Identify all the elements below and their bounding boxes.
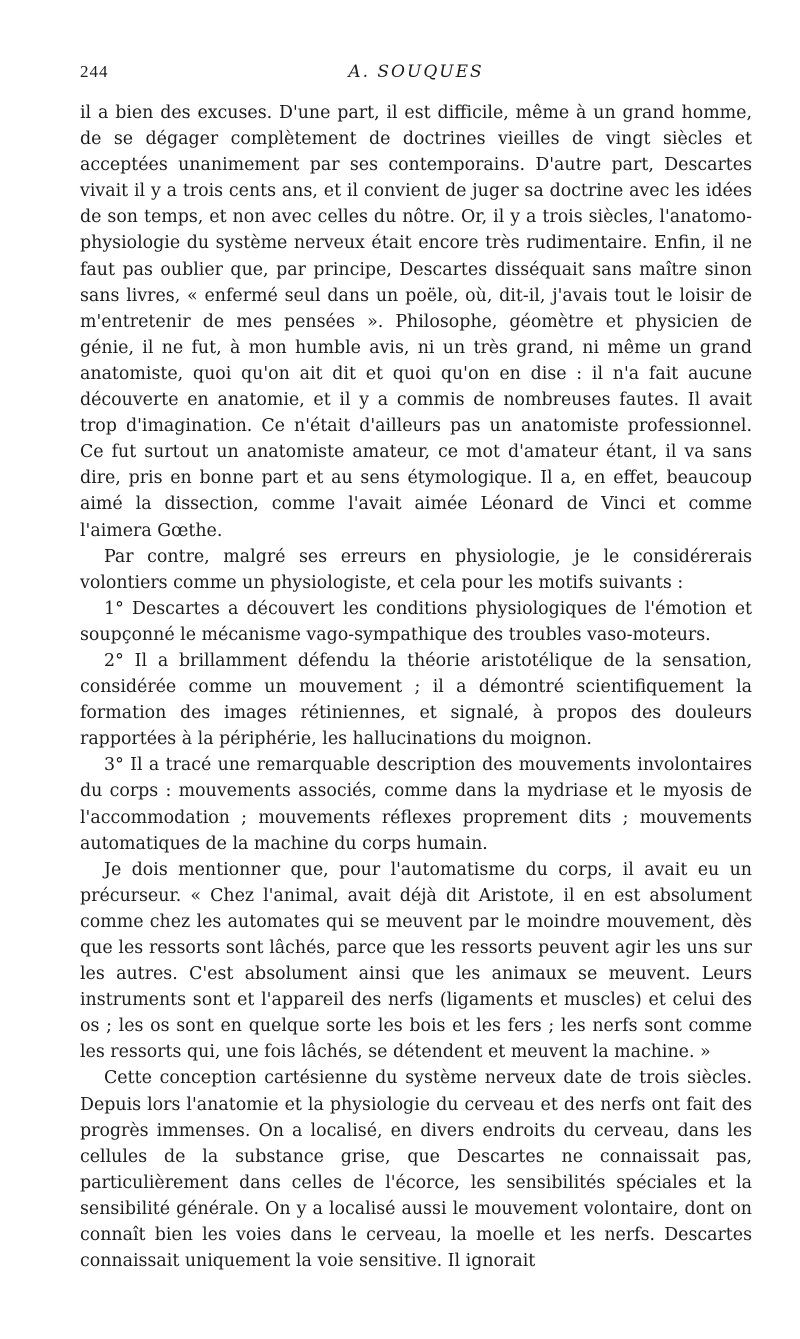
book-page <box>80 62 752 1274</box>
paragraph-cartesian-conception: Cette conception cartésienne du système nerveux date de trois siècles. Depuis lors l'anatomie et la physiologie du cerveau et des nerfs ont fait des progrès immenses. On a localisé, en divers endroits du cerveau, dans les cellules de la substance grise, que Descartes ne connaissait pas, particulièrement dans celles de l'écorce, les sensibilités spéciales et la sensibilité générale. On y a localisé aussi le mouvement volontaire, dont on connaît bien les voies dans le cerveau, la moelle et les nerfs. Descartes connaissait uniquement la voie sensitive. Il ignorait <box>80 1068 752 1272</box>
list-item-1: 1° Descartes a découvert les conditions physiologiques de l'émotion et soupçonné le mécanisme vago-sympathique des troubles vaso-moteurs. <box>80 598 752 645</box>
page-number: 244 <box>80 62 109 81</box>
paragraph-continuation: il a bien des excuses. D'une part, il est difficile, même à un grand homme, de se dégager complètement de doctrines vieilles de vingt siècles et acceptées unanimement par ses contemporains. D'autre part, Descartes vivait il y a trois cents ans, et il convient de juger sa doctrine avec les idées de son temps, et non avec celles du nôtre. Or, il y a trois siècles, l'anatomo-physiologie du système nerveux était encore très rudimentaire. Enfin, il ne faut pas oublier que, par principe, Descartes disséquait sans maître sinon sans livres, « enfermé seul dans un poële, où, dit-il, j'avais tout le loisir de m'entretenir de mes pensées ». Philosophe, géomètre et physicien de génie, il ne fut, à mon humble avis, ni un très grand, ni même un grand anatomiste, quoi qu'on ait dit et quoi qu'on en dise : il n'a fait aucune découverte en anatomie, et il y a commis de nombreuses fautes. Il avait trop d'imagination. Ce n'était d'ailleurs pas un anatomiste professionnel. Ce fut surtout un anatomiste amateur, ce mot d'amateur étant, il va sans dire, pris en bonne part et au sens étymologique. Il a, en effet, beaucoup aimé la dissection, comme l'avait aimée Léonard de Vinci et comme l'aimera Gœthe. <box>80 103 752 541</box>
body-text <box>80 100 752 1274</box>
list-item-3: 3° Il a tracé une remarquable description des mouvements involontaires du corps : mouvements associés, comme dans la mydriase et le myosis de l'accommodation ; mouvements réflexes proprement dits ; mouvements automatiques de la machine du corps humain. <box>80 755 752 854</box>
list-item-2: 2° Il a brillamment défendu la théorie aristotélique de la sensation, considérée comme un mouvement ; il a démontré scientifiquement la formation des images rétiniennes, et signalé, à propos des douleurs rapportées à la périphérie, les hallucinations du moignon. <box>80 650 752 750</box>
paragraph-par-contre: Par contre, malgré ses erreurs en physiologie, je le considérerais volontiers comme un physiologiste, et cela pour les motifs suivants : <box>80 546 752 593</box>
running-title: A. SOUQUES <box>348 62 484 82</box>
running-head <box>80 62 752 86</box>
paragraph-aristotle-quote: Je dois mentionner que, pour l'automatisme du corps, il avait eu un précurseur. « Chez l'animal, avait déjà dit Aristote, il en est absolument comme chez les automates qui se meuvent par le moindre mouvement, dès que les ressorts sont lâchés, parce que les ressorts peuvent agir les uns sur les autres. C'est absolument ainsi que les animaux se meuvent. Leurs instruments sont et l'appareil des nerfs (ligaments et muscles) et celui des os ; les os sont en quelque sorte les bois et les fers ; les nerfs sont comme les ressorts qui, une fois lâchés, se détendent et meuvent la machine. » <box>80 859 752 1063</box>
